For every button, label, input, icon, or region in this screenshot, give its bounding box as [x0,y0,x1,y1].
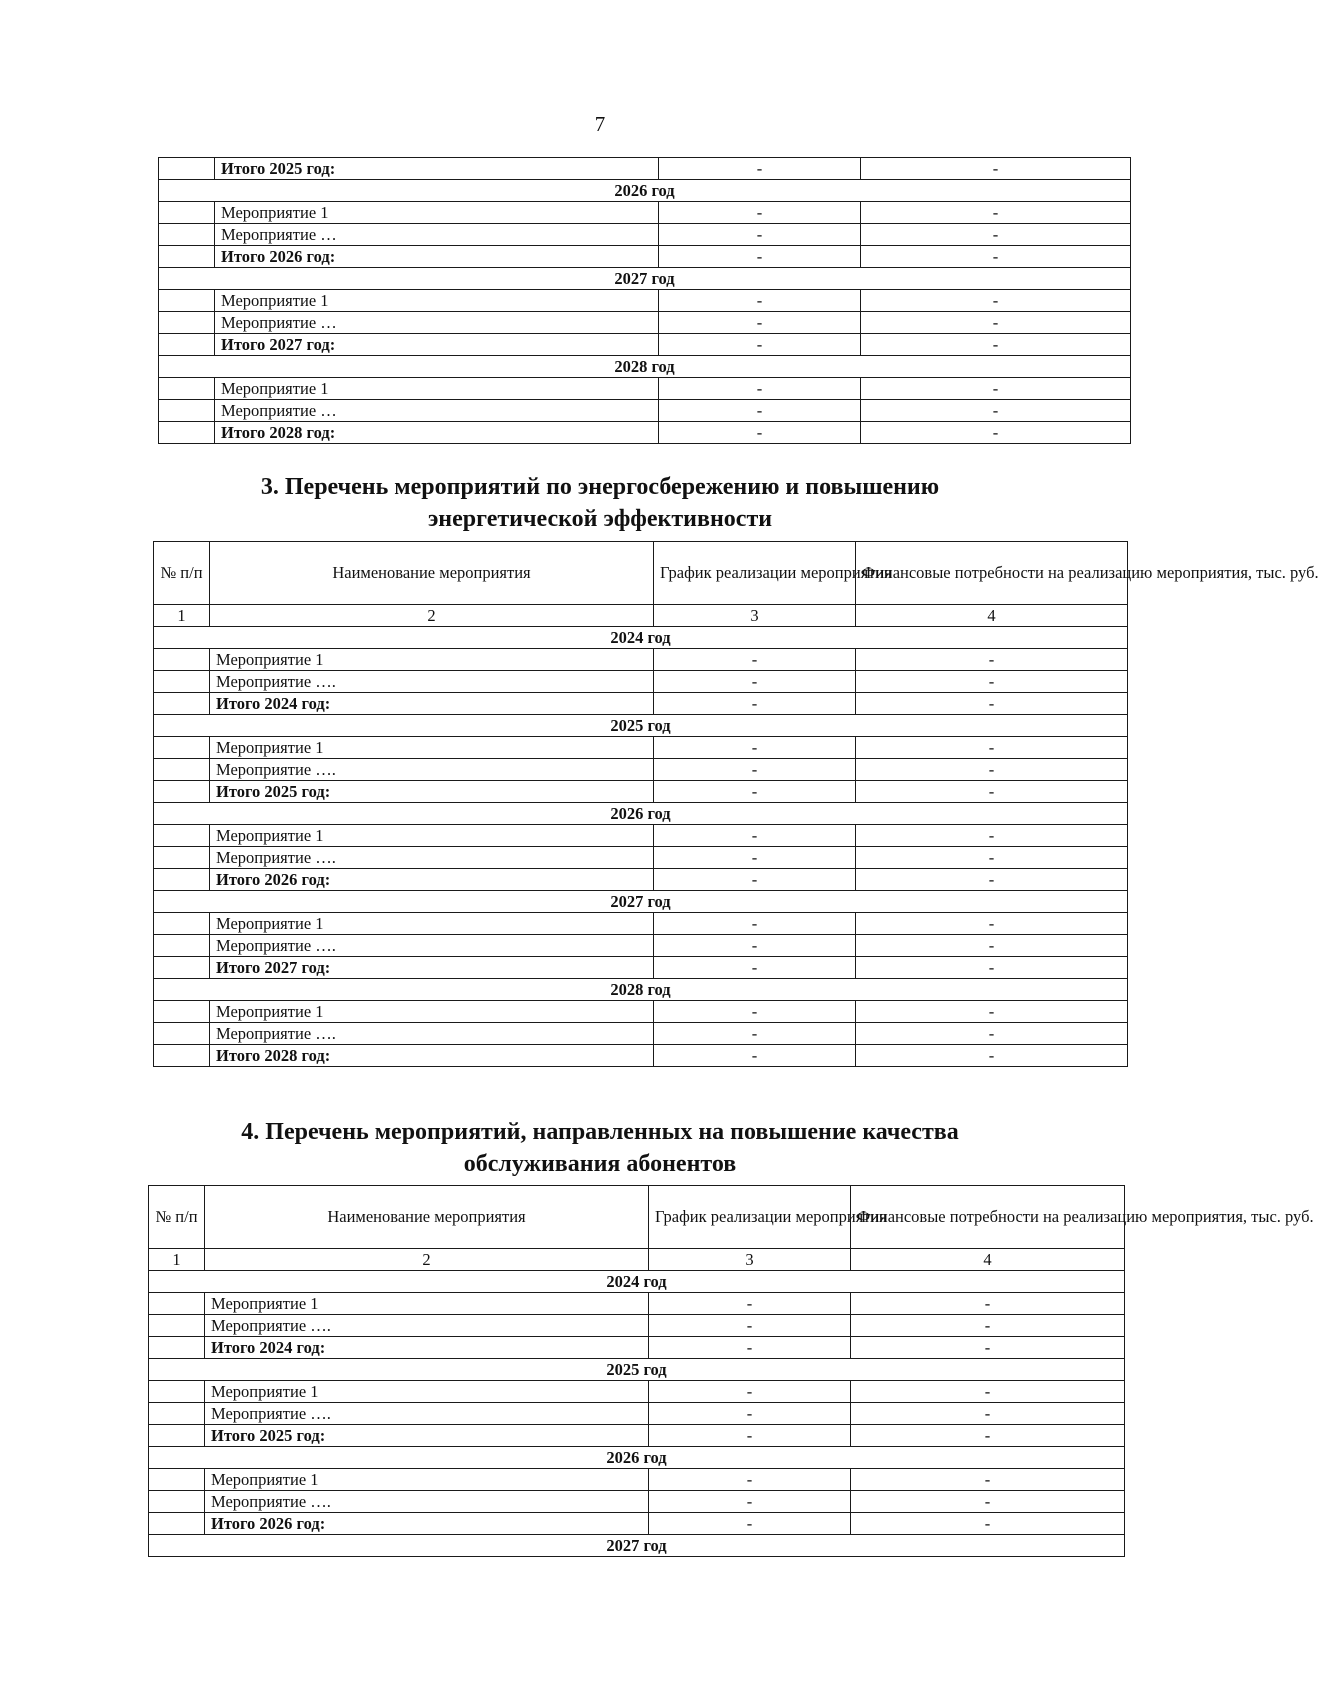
total-finance: - [861,334,1131,356]
total-label: Итого 2026 год: [215,246,659,268]
row-num [154,1001,210,1023]
measure-schedule: - [649,1315,851,1337]
measure-name: Мероприятие … [215,400,659,422]
year-heading: 2025 год [149,1359,1125,1381]
measure-schedule: - [659,400,861,422]
measure-schedule: - [654,935,856,957]
total-finance: - [856,869,1128,891]
section4-title-line2: обслуживания абонентов [463,1151,737,1177]
measure-name: Мероприятие …. [210,935,654,957]
year-heading: 2027 год [149,1535,1125,1557]
measure-finance: - [861,202,1131,224]
row-num [154,869,210,891]
measure-schedule: - [654,737,856,759]
year-row [159,180,1131,202]
total-row [149,1513,1125,1535]
measure-name: Мероприятие …. [205,1491,649,1513]
total-finance: - [851,1513,1125,1535]
measure-schedule: - [654,1001,856,1023]
row-num [154,649,210,671]
measure-finance: - [856,671,1128,693]
year-row [149,1271,1125,1293]
year-heading: 2024 год [154,627,1128,649]
section3-title-line2: энергетической эффективности [427,506,773,532]
column-number: 3 [649,1249,851,1271]
measure-name: Мероприятие … [215,312,659,334]
table-row [154,847,1128,869]
column-number-row [149,1249,1125,1271]
total-row [154,1045,1128,1067]
total-row [149,1337,1125,1359]
measure-name: Мероприятие 1 [210,1001,654,1023]
measure-name: Мероприятие …. [205,1315,649,1337]
total-schedule: - [649,1337,851,1359]
total-label: Итого 2028 год: [215,422,659,444]
row-num [159,400,215,422]
measure-schedule: - [654,913,856,935]
table-header-row [154,542,1128,605]
measure-finance: - [851,1315,1125,1337]
row-num [159,290,215,312]
measure-schedule: - [659,312,861,334]
row-num [159,246,215,268]
measure-schedule: - [649,1469,851,1491]
measure-finance: - [861,400,1131,422]
total-label: Итого 2025 год: [210,781,654,803]
total-row [149,1425,1125,1447]
measure-finance: - [856,935,1128,957]
table-row [159,312,1131,334]
row-num [149,1469,205,1491]
table-row [149,1381,1125,1403]
measure-name: Мероприятие …. [210,759,654,781]
measure-schedule: - [649,1403,851,1425]
column-number: 3 [654,605,856,627]
year-row [159,268,1131,290]
total-schedule: - [654,957,856,979]
section3-title-line1: 3. Перечень мероприятий по энергосбережению и повышению [260,474,940,500]
total-finance: - [851,1337,1125,1359]
measure-schedule: - [654,649,856,671]
total-row [154,781,1128,803]
measure-name: Мероприятие …. [210,1023,654,1045]
row-num [154,759,210,781]
table-row [159,400,1131,422]
table-row [154,1023,1128,1045]
row-num [154,1023,210,1045]
total-schedule: - [649,1425,851,1447]
measure-name: Мероприятие 1 [210,737,654,759]
total-row [159,158,1131,180]
measure-finance: - [861,312,1131,334]
total-finance: - [861,246,1131,268]
measure-schedule: - [649,1381,851,1403]
year-heading: 2027 год [159,268,1131,290]
total-schedule: - [649,1513,851,1535]
measure-finance: - [851,1491,1125,1513]
section3-table [153,541,1319,1067]
measure-finance: - [851,1403,1125,1425]
section4-title [0,1116,1200,1180]
measure-schedule: - [659,224,861,246]
total-finance: - [856,693,1128,715]
total-label: Итого 2025 год: [215,158,659,180]
total-label: Итого 2024 год: [210,693,654,715]
total-finance: - [861,158,1131,180]
total-label: Итого 2028 год: [210,1045,654,1067]
total-row [159,246,1131,268]
row-num [154,781,210,803]
column-number: 1 [154,605,210,627]
row-num [149,1403,205,1425]
year-row [149,1359,1125,1381]
year-row [149,1447,1125,1469]
table-row [154,671,1128,693]
header-name: Наименование мероприятия [205,1186,649,1249]
total-row [154,869,1128,891]
column-number: 4 [856,605,1128,627]
measure-schedule: - [649,1491,851,1513]
row-num [159,378,215,400]
measure-finance: - [856,649,1128,671]
table-row [159,202,1131,224]
row-num [154,935,210,957]
total-finance: - [856,957,1128,979]
total-label: Итого 2026 год: [205,1513,649,1535]
column-number: 1 [149,1249,205,1271]
measure-name: Мероприятие 1 [205,1293,649,1315]
total-schedule: - [654,693,856,715]
row-num [149,1425,205,1447]
header-schedule: График реализации мероприятия [654,542,856,605]
header-finance: Финансовые потребности на реализацию мероприятия, тыс. руб. [856,542,1128,605]
total-schedule: - [659,334,861,356]
year-row [154,979,1128,1001]
table-row [159,378,1131,400]
table-row [149,1403,1125,1425]
measure-name: Мероприятие 1 [215,202,659,224]
row-num [159,422,215,444]
section4-title-line1: 4. Перечень мероприятий, направленных на повышение качества [241,1119,959,1145]
total-schedule: - [654,869,856,891]
measure-finance: - [856,759,1128,781]
total-schedule: - [654,1045,856,1067]
measure-name: Мероприятие 1 [210,825,654,847]
measure-schedule: - [654,671,856,693]
year-heading: 2026 год [149,1447,1125,1469]
measure-finance: - [856,913,1128,935]
total-label: Итого 2027 год: [210,957,654,979]
row-num [159,334,215,356]
measure-name: Мероприятие 1 [215,290,659,312]
measure-schedule: - [649,1293,851,1315]
row-num [149,1513,205,1535]
measure-name: Мероприятие 1 [205,1381,649,1403]
row-num [159,158,215,180]
table-row [154,649,1128,671]
total-label: Итого 2025 год: [205,1425,649,1447]
year-row [154,803,1128,825]
table-row [154,1001,1128,1023]
measure-finance: - [856,1023,1128,1045]
row-num [154,1045,210,1067]
total-label: Итого 2024 год: [205,1337,649,1359]
year-row [154,715,1128,737]
measure-schedule: - [654,759,856,781]
measure-name: Мероприятие … [215,224,659,246]
total-schedule: - [659,246,861,268]
row-num [154,847,210,869]
table-row [154,737,1128,759]
section4-table [148,1185,1314,1557]
table-row [154,759,1128,781]
table-row [154,935,1128,957]
measure-finance: - [856,737,1128,759]
total-row [159,422,1131,444]
total-finance: - [851,1425,1125,1447]
measure-finance: - [851,1293,1125,1315]
measure-name: Мероприятие 1 [205,1469,649,1491]
row-num [149,1315,205,1337]
row-num [159,224,215,246]
measure-finance: - [861,290,1131,312]
measure-finance: - [851,1381,1125,1403]
measure-name: Мероприятие 1 [210,649,654,671]
year-row [149,1535,1125,1557]
row-num [159,312,215,334]
table-row [159,224,1131,246]
section3-title [0,471,1200,535]
header-name: Наименование мероприятия [210,542,654,605]
year-heading: 2028 год [159,356,1131,378]
table-row [159,290,1131,312]
year-heading: 2026 год [154,803,1128,825]
row-num [149,1491,205,1513]
total-schedule: - [659,422,861,444]
measure-finance: - [851,1469,1125,1491]
year-row [159,356,1131,378]
table-row [154,825,1128,847]
column-number: 4 [851,1249,1125,1271]
header-schedule: График реализации мероприятия [649,1186,851,1249]
total-finance: - [856,1045,1128,1067]
total-row [159,334,1131,356]
year-row [154,627,1128,649]
table-row [149,1491,1125,1513]
total-label: Итого 2026 год: [210,869,654,891]
column-number: 2 [205,1249,649,1271]
total-row [154,957,1128,979]
measure-name: Мероприятие 1 [215,378,659,400]
row-num [149,1293,205,1315]
measure-name: Мероприятие 1 [210,913,654,935]
year-heading: 2026 год [159,180,1131,202]
total-row [154,693,1128,715]
table-row [149,1469,1125,1491]
table-row [154,913,1128,935]
header-num: № п/п [149,1186,205,1249]
measure-finance: - [856,1001,1128,1023]
table-row [149,1315,1125,1337]
total-finance: - [856,781,1128,803]
table-header-row [149,1186,1125,1249]
row-num [154,737,210,759]
row-num [159,202,215,224]
measure-name: Мероприятие …. [210,847,654,869]
header-finance: Финансовые потребности на реализацию мероприятия, тыс. руб. [851,1186,1125,1249]
year-row [154,891,1128,913]
measure-schedule: - [654,825,856,847]
year-heading: 2024 год [149,1271,1125,1293]
row-num [154,957,210,979]
measure-finance: - [856,847,1128,869]
table-row [149,1293,1125,1315]
year-heading: 2027 год [154,891,1128,913]
row-num [149,1337,205,1359]
year-heading: 2028 год [154,979,1128,1001]
measure-finance: - [861,378,1131,400]
measure-schedule: - [659,378,861,400]
row-num [154,913,210,935]
measure-schedule: - [654,1023,856,1045]
row-num [154,693,210,715]
column-number: 2 [210,605,654,627]
measure-schedule: - [654,847,856,869]
header-num: № п/п [154,542,210,605]
page-number: 7 [594,112,606,136]
total-label: Итого 2027 год: [215,334,659,356]
measure-finance: - [861,224,1131,246]
row-num [154,671,210,693]
measure-schedule: - [659,202,861,224]
total-finance: - [861,422,1131,444]
row-num [149,1381,205,1403]
measure-name: Мероприятие …. [205,1403,649,1425]
section2-tail-table [158,157,1131,444]
measure-name: Мероприятие …. [210,671,654,693]
row-num [154,825,210,847]
year-heading: 2025 год [154,715,1128,737]
total-schedule: - [659,158,861,180]
measure-finance: - [856,825,1128,847]
column-number-row [154,605,1128,627]
total-schedule: - [654,781,856,803]
measure-schedule: - [659,290,861,312]
